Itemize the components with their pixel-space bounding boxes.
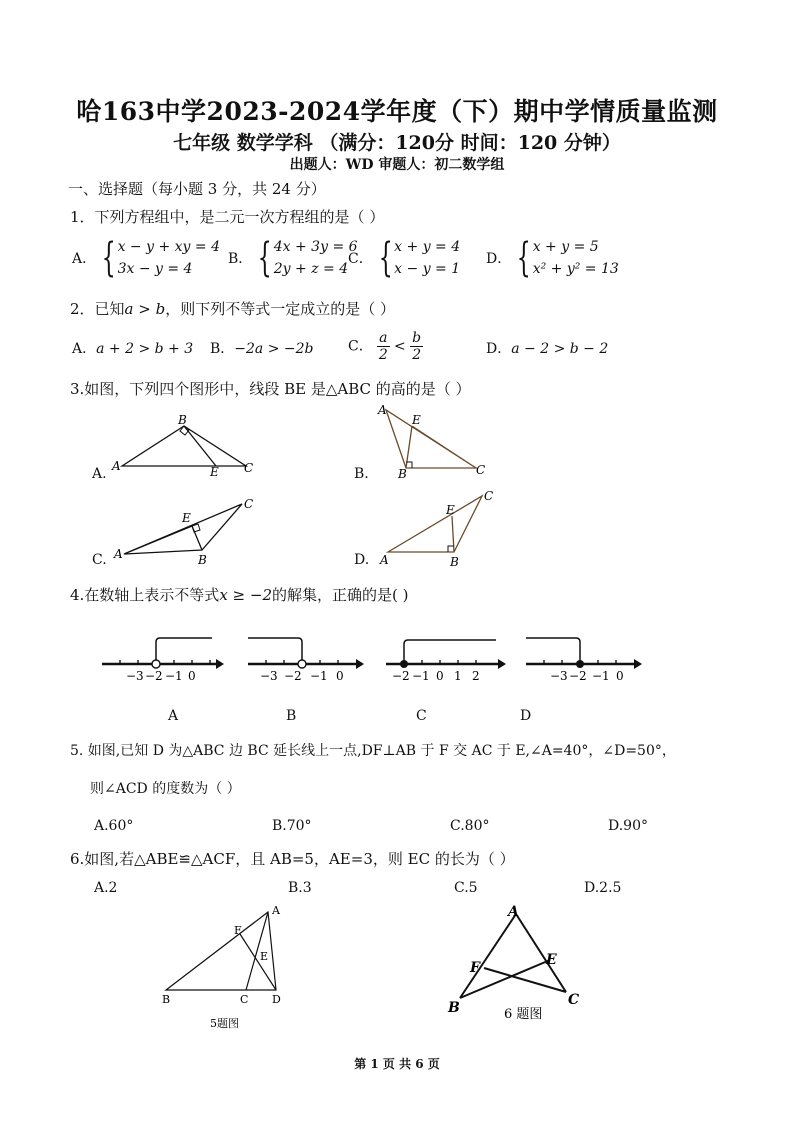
question-4-stem bbox=[70, 584, 408, 605]
equation: x² + y² = 13 bbox=[532, 261, 619, 277]
q3-figure-a bbox=[110, 414, 270, 476]
stem-condition: x ≥ −2 bbox=[219, 586, 272, 604]
page-title: 哈163中学2023-2024学年度（下）期中学情质量监测 bbox=[76, 97, 718, 126]
stem-condition: a > b bbox=[124, 300, 166, 318]
q3-figure-c bbox=[110, 494, 260, 572]
question-6-option-d: D.2.5 bbox=[584, 880, 622, 896]
question-1-option-d: D． { x + y = 5 x² + y² = 13 bbox=[486, 235, 619, 281]
equation: 2y + z = 4 bbox=[273, 261, 349, 277]
option-label: D bbox=[520, 708, 532, 724]
tick-label: −2 bbox=[569, 669, 587, 683]
question-3-stem: 3.如图，下列四个图形中，线段 BE 是△ABC 的高的是（ ） bbox=[70, 380, 471, 398]
question-5-option-c: C.80° bbox=[450, 818, 490, 834]
triangle-lines bbox=[386, 410, 476, 468]
point-label: A bbox=[272, 904, 280, 917]
figure-caption: 5题图 bbox=[210, 1017, 239, 1030]
option-label: B. bbox=[354, 466, 369, 482]
option-expr: a − 2 > b − 2 bbox=[511, 341, 609, 357]
fraction-denominator: 2 bbox=[412, 347, 422, 363]
solution-range bbox=[526, 638, 580, 660]
figure-5 bbox=[156, 900, 296, 1034]
stem-text: 的解集，正确的是( ) bbox=[272, 586, 409, 604]
question-2-option-d bbox=[486, 338, 608, 358]
point-label: B bbox=[448, 1000, 460, 1016]
point-label: C bbox=[568, 992, 580, 1008]
question-1-stem: 1．下列方程组中，是二元一次方程组的是（ ） bbox=[70, 208, 385, 226]
tick-label: −1 bbox=[592, 669, 610, 683]
point-label: E bbox=[210, 465, 219, 476]
tick-label: −2 bbox=[145, 669, 163, 683]
point-label: E bbox=[546, 952, 557, 968]
tick-label: −2 bbox=[284, 669, 302, 683]
tick-label: 0 bbox=[436, 669, 444, 683]
triangle-lines bbox=[388, 496, 482, 552]
fraction-numerator: b bbox=[412, 330, 422, 346]
tick-label: 0 bbox=[188, 669, 196, 683]
solution-range bbox=[248, 638, 302, 660]
option-label: D. bbox=[354, 552, 370, 568]
option-expr: −2a > −2b bbox=[234, 341, 314, 357]
tick-label: −1 bbox=[310, 669, 328, 683]
question-5-option-b: B.70° bbox=[272, 818, 312, 834]
tick-label: 2 bbox=[472, 669, 480, 683]
tick-label: 0 bbox=[616, 669, 624, 683]
question-6-option-a: A.2 bbox=[94, 880, 118, 896]
point-label: F bbox=[234, 924, 242, 937]
option-label: C. bbox=[92, 552, 107, 568]
question-5-stem-continued: 则∠ACD 的度数为（ ） bbox=[90, 781, 241, 797]
tick-label: −3 bbox=[126, 669, 144, 683]
point-label: C bbox=[476, 463, 486, 477]
equation: x + y = 4 bbox=[394, 239, 461, 255]
solid-endpoint bbox=[576, 660, 584, 668]
fraction-denominator: 2 bbox=[378, 347, 388, 363]
question-1-option-c: C． { x + y = 4 x − y = 1 bbox=[348, 235, 461, 281]
number-line-c bbox=[384, 632, 514, 688]
tick-label: 1 bbox=[454, 669, 462, 683]
option-label: C bbox=[416, 708, 427, 724]
option-label: B bbox=[286, 708, 297, 724]
option-label: D． bbox=[486, 341, 512, 357]
page-number: 第 1 页 共 6 页 bbox=[354, 1057, 440, 1071]
option-label: D． bbox=[486, 251, 512, 267]
point-label: E bbox=[260, 950, 269, 963]
point-label: E bbox=[446, 503, 455, 517]
hollow-endpoint bbox=[298, 660, 306, 668]
point-label: B bbox=[162, 993, 171, 1006]
option-label: C． bbox=[348, 338, 373, 355]
q3-figure-d bbox=[372, 488, 502, 572]
option-label: A bbox=[168, 708, 179, 724]
question-5-stem: 5. 如图,已知 D 为△ABC 边 BC 延长线上一点,DF⊥AB 于 F 交 AC 于 E,∠A=40°，∠D=50°， bbox=[70, 743, 676, 759]
option-expr: a + 2 > b + 3 bbox=[96, 341, 194, 357]
equation: 3x − y = 4 bbox=[117, 261, 193, 277]
exam-authors: 出题人：WD 审题人：初二数学组 bbox=[289, 157, 505, 173]
question-2-option-a bbox=[72, 338, 193, 358]
point-label: B bbox=[450, 555, 459, 569]
option-label: A． bbox=[72, 341, 97, 357]
solid-endpoint bbox=[400, 660, 408, 668]
point-label: A bbox=[112, 459, 121, 473]
point-label: F bbox=[470, 960, 480, 976]
question-2-option-c bbox=[348, 330, 423, 363]
point-label: B bbox=[198, 553, 207, 567]
question-6-option-b: B.3 bbox=[288, 880, 312, 896]
exam-subtitle: 七年级 数学学科 （满分：120分 时间：120 分钟） bbox=[173, 132, 621, 154]
point-label: C bbox=[484, 489, 494, 503]
point-label: A bbox=[508, 904, 519, 920]
question-1-option-b: B． { 4x + 3y = 6 2y + z = 4 bbox=[228, 235, 358, 281]
point-label: E bbox=[182, 511, 191, 525]
point-label: C bbox=[244, 497, 254, 511]
option-label: B． bbox=[210, 341, 235, 357]
arrow-head bbox=[216, 659, 224, 669]
point-label: B bbox=[398, 467, 407, 480]
option-label: A． bbox=[72, 251, 97, 267]
q3-figure-b bbox=[372, 402, 502, 480]
stem-text: 2．已知 bbox=[70, 300, 125, 318]
equation: x + y = 5 bbox=[532, 239, 599, 255]
question-2-option-b bbox=[210, 338, 314, 358]
point-label: B bbox=[178, 414, 187, 427]
point-label: D bbox=[272, 993, 281, 1006]
arrow-head bbox=[634, 659, 642, 669]
point-label: A bbox=[380, 553, 389, 567]
arrow-head bbox=[498, 659, 506, 669]
tick-label: −3 bbox=[260, 669, 278, 683]
relation: < bbox=[393, 338, 406, 355]
option-label: A. bbox=[92, 466, 107, 482]
triangle-lines bbox=[122, 426, 246, 466]
section-heading: 一、选择题（每小题 3 分，共 24 分） bbox=[68, 180, 326, 198]
tick-label: −3 bbox=[550, 669, 568, 683]
figure-6 bbox=[440, 898, 600, 1022]
tick-label: 0 bbox=[336, 669, 344, 683]
point-label: A bbox=[114, 547, 123, 561]
figure-caption: 6 题图 bbox=[504, 1007, 543, 1022]
equation: x − y = 1 bbox=[394, 261, 461, 277]
equation: x − y + xy = 4 bbox=[117, 239, 220, 255]
equation: 4x + 3y = 6 bbox=[273, 239, 358, 255]
option-label: B． bbox=[228, 251, 253, 267]
point-label: C bbox=[244, 461, 254, 475]
hollow-endpoint bbox=[152, 660, 160, 668]
point-label: C bbox=[240, 993, 249, 1006]
question-2-stem bbox=[70, 298, 395, 319]
arrow-head bbox=[356, 659, 364, 669]
question-6-stem: 6.如图,若△ABE≌△ACF，且 AB=5，AE=3，则 EC 的长为（ ） bbox=[70, 850, 515, 868]
question-1-option-a: A． { x − y + xy = 4 3x − y = 4 bbox=[72, 235, 220, 281]
option-label: C． bbox=[348, 251, 373, 267]
question-5-option-d: D.90° bbox=[608, 818, 648, 834]
solution-range bbox=[156, 638, 212, 660]
fraction-numerator: a bbox=[379, 330, 388, 346]
solution-range bbox=[404, 640, 496, 660]
point-label: E bbox=[412, 413, 421, 427]
stem-text: ，则下列不等式一定成立的是（ ） bbox=[165, 300, 395, 318]
question-5-option-a: A.60° bbox=[94, 818, 134, 834]
number-line-d bbox=[522, 632, 652, 688]
tick-label: −1 bbox=[165, 669, 183, 683]
tick-label: −2 bbox=[392, 669, 410, 683]
number-line-a bbox=[98, 632, 228, 688]
question-6-option-c: C.5 bbox=[454, 880, 478, 896]
stem-text: 4.在数轴上表示不等式 bbox=[70, 586, 220, 604]
number-line-b bbox=[244, 632, 374, 688]
tick-label: −1 bbox=[412, 669, 430, 683]
point-label: A bbox=[378, 403, 387, 417]
